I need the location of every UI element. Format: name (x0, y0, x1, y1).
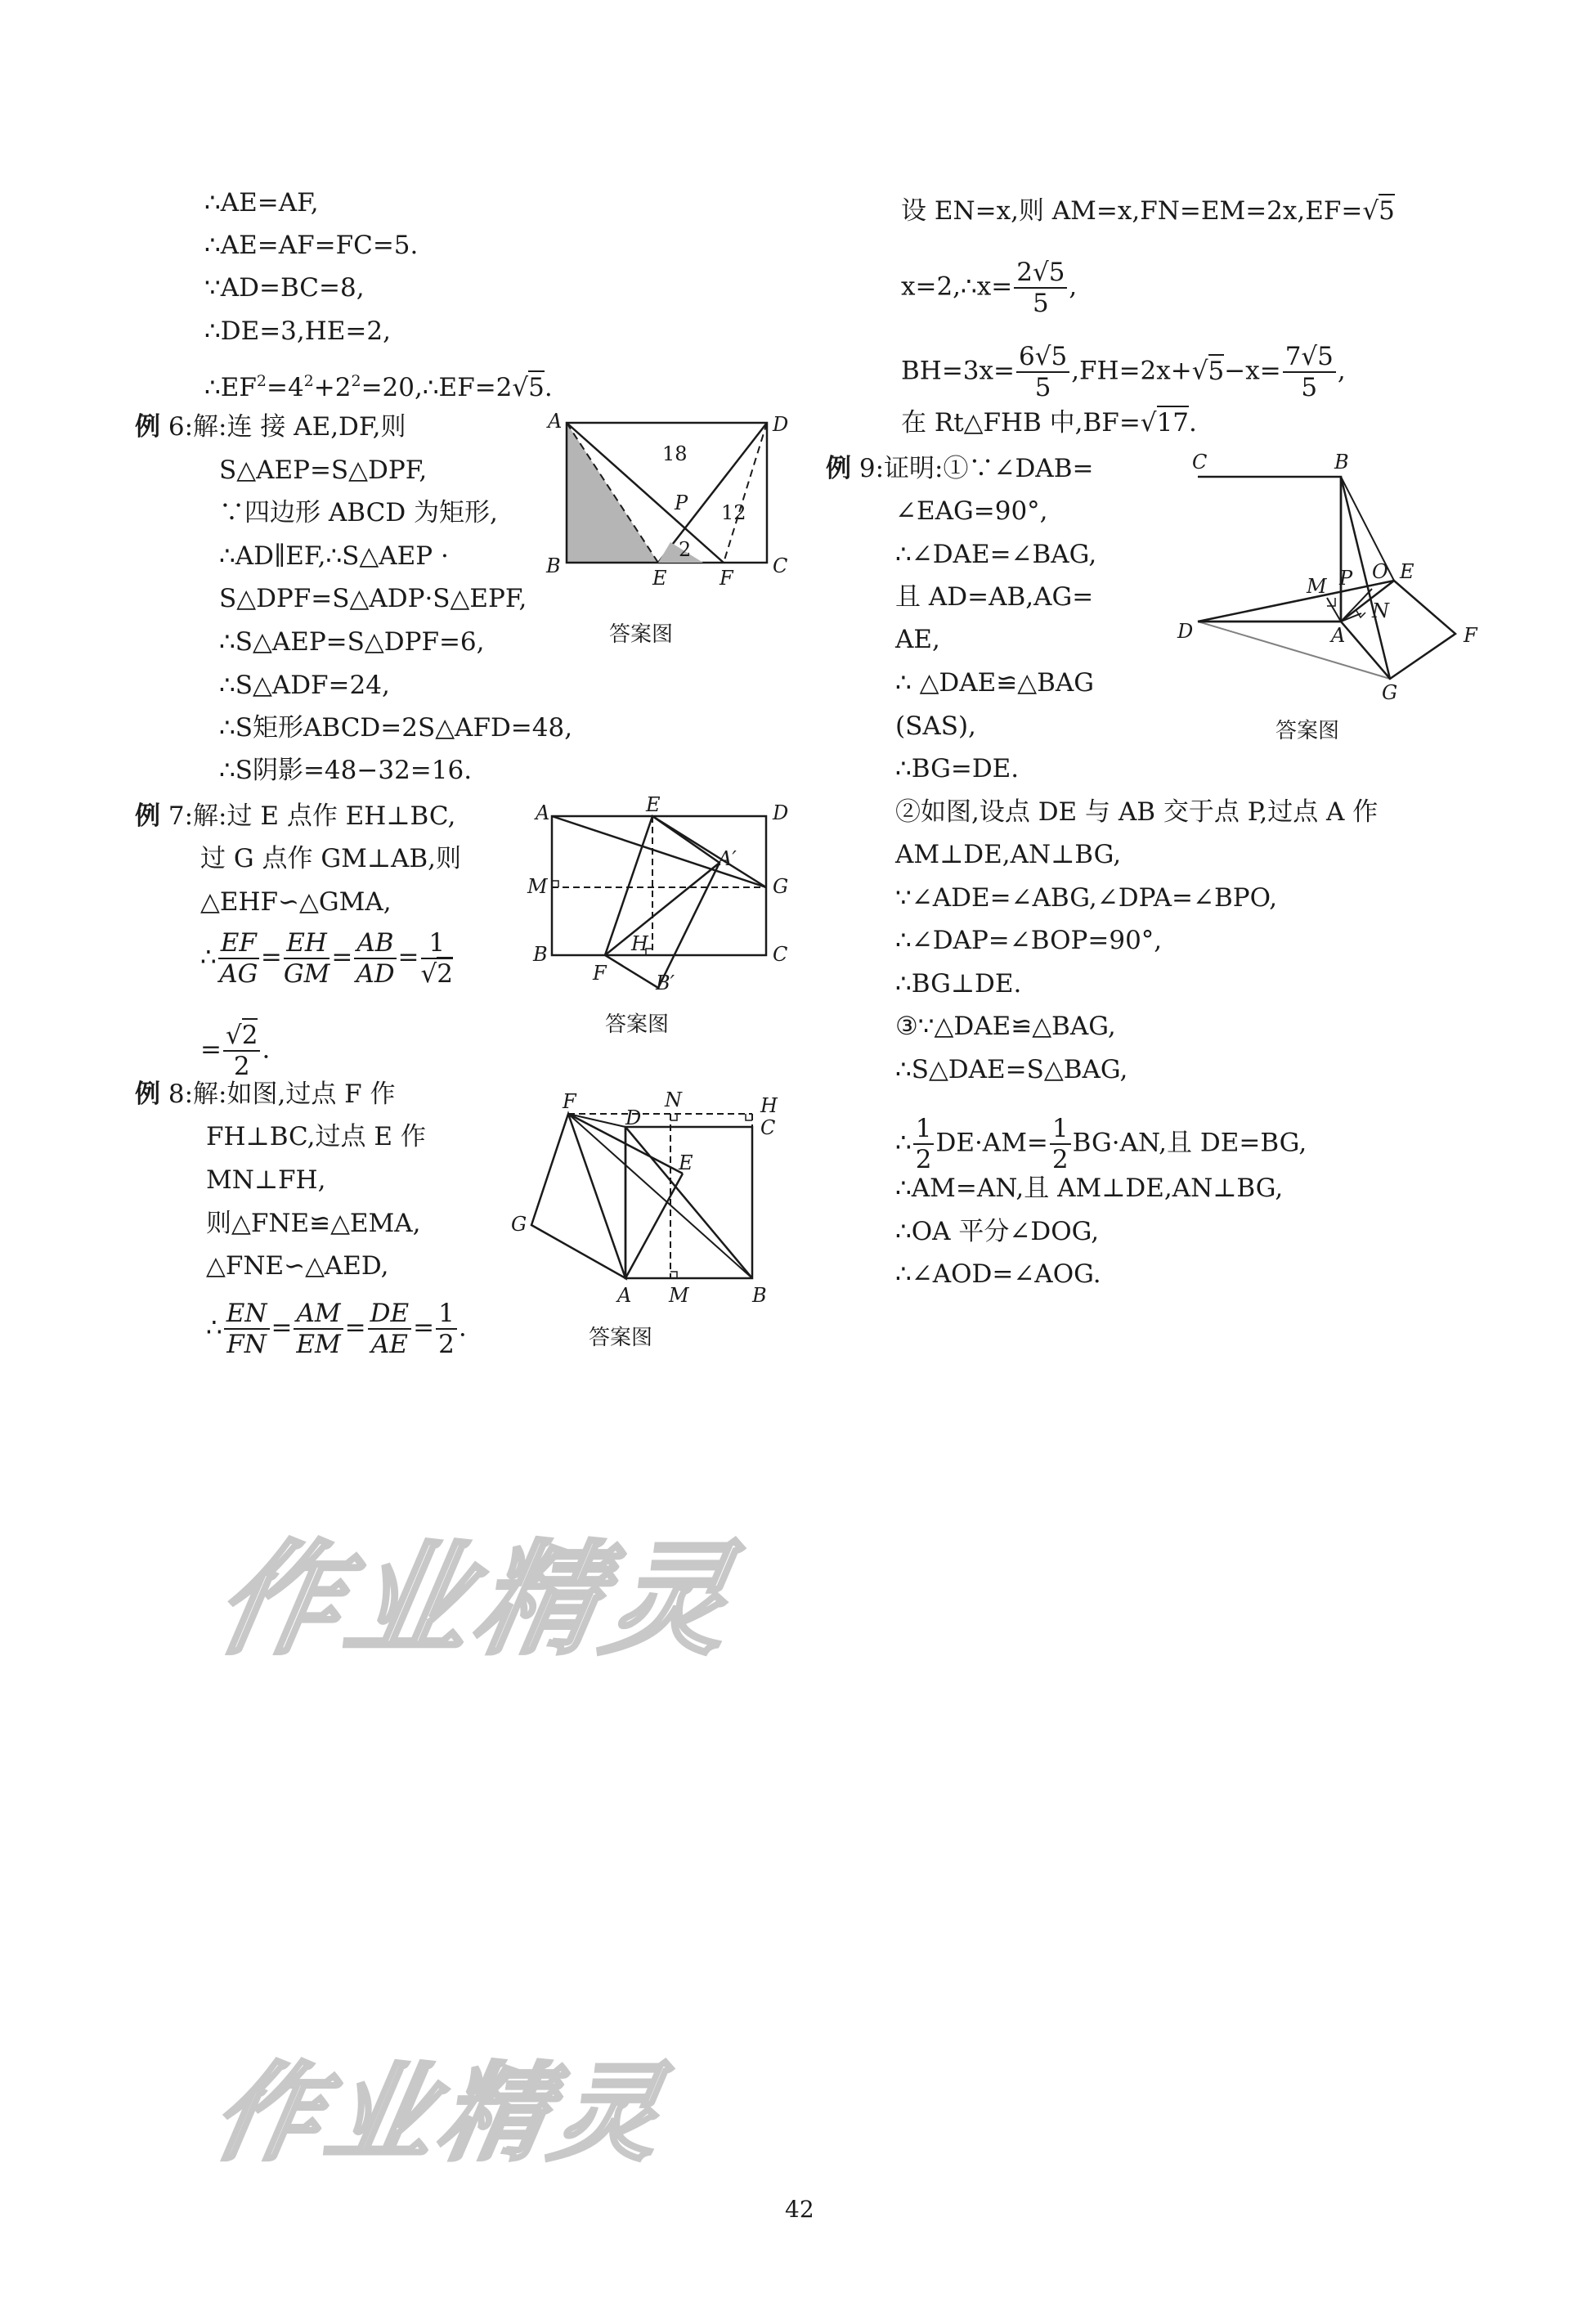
label-d: D (773, 413, 789, 436)
ex8-line-3: MN⊥FH, (206, 1165, 326, 1195)
label-g: G (511, 1213, 527, 1236)
caption-fig6: 答案图 (609, 622, 674, 647)
label-f: F (563, 1090, 576, 1113)
ex9-line-9: ②如图,设点 DE 与 AB 交于点 P,过点 A 作 (895, 797, 1379, 827)
label-d: D (625, 1106, 642, 1129)
figure-example-7 (523, 793, 793, 994)
label-a: A (548, 410, 563, 433)
label-h: H (760, 1094, 778, 1117)
ex6-line-7: ∴S△ADF=24, (219, 671, 390, 700)
line-ad-bc: ∵AD=BC=8, (204, 273, 365, 303)
ex6-line-5: S△DPF=S△ADP·S△EPF, (219, 584, 527, 613)
ex9-line-18: ∴OA 平分∠DOG, (895, 1217, 1100, 1246)
label-c: C (1192, 451, 1208, 474)
right-line-3: BH=3x= $\frac{6√5}{5}$ ,FH=2x+√5−x= $\frac{7√5}{5}$ , (901, 342, 1346, 402)
label-c: C (760, 1116, 776, 1139)
ex9-line-6: ∴ △DAE≌△BAG (895, 668, 1095, 698)
ex9-line-8: ∴BG=DE. (895, 754, 1020, 783)
label-n: N (1372, 599, 1389, 622)
label-2: 2 (679, 538, 692, 561)
example-8-heading: 例 8:解:如图,过点 F 作 (135, 1079, 396, 1109)
ex9-line-17: ∴AM=AN,且 AM⊥DE,AN⊥BG, (895, 1174, 1284, 1203)
ex9-line-12: ∴∠DAP=∠BOP=90°, (895, 926, 1163, 955)
ex9-line-3: ∴∠DAE=∠BAG, (895, 540, 1097, 569)
ex7-result: = $\frac{√2}{2}$ . (200, 1021, 270, 1081)
line-ae-af-fc: ∴AE=AF=FC=5. (204, 231, 419, 260)
label-m: M (1307, 575, 1327, 598)
ex9-line-13: ∴BG⊥DE. (895, 969, 1022, 999)
figure-example-6 (540, 410, 789, 593)
label-d: D (773, 801, 789, 824)
line-de-he: ∴DE=3,HE=2, (204, 316, 391, 346)
label-g: G (773, 875, 789, 898)
label-p: P (675, 491, 688, 514)
ex8-fraction-chain: ∴ $\frac{EN}{FN}$ = $\frac{AM}{EM}$ = $\frac{DE}{AE}$ = $\frac{1}{2}$ . (206, 1299, 467, 1359)
ex9-line-4: 且 AD=AB,AG= (895, 582, 1094, 612)
label-c: C (773, 943, 788, 966)
ex9-line-14: ③∵△DAE≌△BAG, (895, 1012, 1116, 1041)
figure-example-8 (499, 1088, 793, 1308)
ex8-line-2: FH⊥BC,过点 E 作 (206, 1122, 426, 1151)
label-12: 12 (721, 501, 746, 524)
figure-example-9 (1177, 446, 1488, 707)
example-9-heading: 例 9:证明:①∵∠DAB= (826, 454, 1094, 483)
label-f: F (1464, 624, 1477, 647)
label-b-prime: B′ (656, 972, 675, 994)
ex6-line-3: ∵四边形 ABCD 为矩形, (219, 498, 498, 527)
label-a: A (617, 1284, 632, 1307)
ex7-line-2: 过 G 点作 GM⊥AB,则 (200, 844, 462, 873)
caption-fig9: 答案图 (1275, 719, 1340, 743)
ex9-line-7: (SAS), (895, 711, 976, 741)
ex6-line-2: S△AEP=S△DPF, (219, 456, 428, 485)
page-number: 42 (785, 2196, 814, 2223)
label-d: D (1177, 620, 1194, 643)
ex7-line-3: △EHF∽△GMA, (200, 887, 392, 917)
label-b: B (752, 1284, 767, 1307)
label-b: B (546, 554, 561, 577)
ex7-fraction-chain: ∴ $\frac{EF}{AG}$ = $\frac{EH}{GM}$ = $\frac{AB}{AD}$ = $\frac{1}{√2}$ (200, 928, 454, 989)
label-m: M (669, 1284, 689, 1307)
label-o: O (1372, 560, 1388, 583)
ex9-line-15: ∴S△DAE=S△BAG, (895, 1055, 1128, 1084)
label-g: G (1382, 681, 1398, 704)
label-p: P (1339, 567, 1353, 590)
label-m: M (527, 875, 548, 898)
label-b: B (533, 943, 548, 966)
ex8-line-5: △FNE∽△AED, (206, 1251, 389, 1281)
right-line-1: 设 EN=x,则 AM=x,FN=EM=2x,EF=√5 (901, 195, 1395, 227)
label-18: 18 (662, 442, 688, 465)
ex9-line-2: ∠EAG=90°, (895, 496, 1048, 526)
ex8-line-4: 则△FNE≌△EMA, (206, 1209, 421, 1238)
label-f: F (593, 962, 607, 985)
ex6-line-4: ∴AD∥EF,∴S△AEP · (219, 541, 449, 571)
label-c: C (773, 554, 788, 577)
label-e: E (652, 567, 667, 590)
ex6-line-6: ∴S△AEP=S△DPF=6, (219, 627, 485, 657)
watermark-top: 作业精灵 (206, 1529, 748, 1672)
ex9-line-10: AM⊥DE,AN⊥BG, (895, 840, 1122, 869)
label-e: E (1400, 560, 1414, 583)
example-7-heading: 例 7:解:过 E 点作 EH⊥BC, (135, 801, 456, 831)
label-e: E (646, 793, 661, 816)
label-f: F (720, 567, 733, 590)
label-b: B (1334, 451, 1349, 474)
ex6-line-9: ∴S阴影=48−32=16. (219, 756, 473, 785)
ex6-line-8: ∴S矩形ABCD=2S△AFD=48, (219, 713, 573, 743)
right-line-4: 在 Rt△FHB 中,BF=√17. (901, 406, 1197, 439)
example-6-heading: 例 6:解:连 接 AE,DF,则 (135, 412, 406, 442)
ex9-line-5: AE, (895, 625, 940, 654)
watermark-bottom: 作业精灵 (204, 2051, 678, 2175)
ex9-line-16: ∴ $\frac{1}{2}$ DE·AM= $\frac{1}{2}$ BG·AN,且 DE=BG, (895, 1114, 1307, 1174)
label-a: A (536, 801, 550, 824)
caption-fig7: 答案图 (605, 1012, 670, 1037)
line-ef-squared: $\therefore EF^2=4^2+2^2=20,\therefore EF=2√5$. (204, 372, 553, 402)
label-n: N (665, 1088, 682, 1111)
label-a: A (1331, 624, 1346, 647)
ex9-line-19: ∴∠AOD=∠AOG. (895, 1259, 1101, 1289)
label-a-prime: A′ (718, 847, 737, 870)
label-h: H (631, 932, 648, 955)
label-e: E (679, 1151, 693, 1174)
line-ae-af: ∴AE=AF, (204, 188, 319, 218)
right-line-2: x=2,∴x= $\frac{2√5}{5}$ , (901, 258, 1078, 318)
ex9-line-11: ∵∠ADE=∠ABG,∠DPA=∠BPO, (895, 883, 1278, 913)
caption-fig8: 答案图 (589, 1326, 653, 1350)
